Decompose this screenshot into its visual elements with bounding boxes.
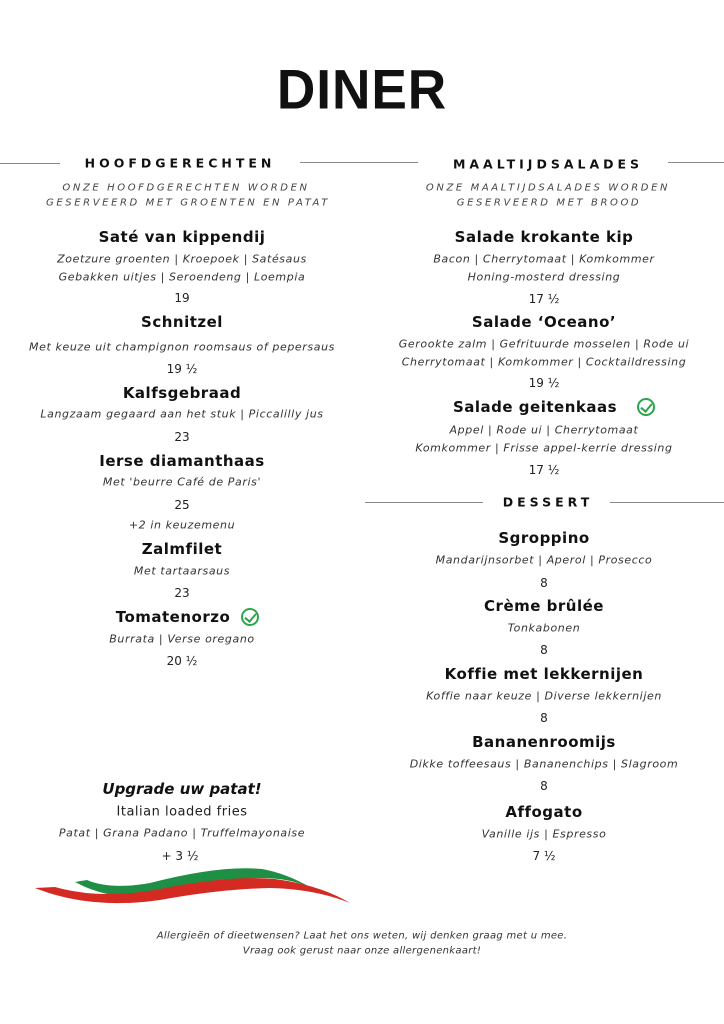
menu-item-description: Burrata | Verse oregano <box>109 632 255 646</box>
menu-item-name: Saté van kippendij <box>98 228 266 246</box>
menu-item-name: Crème brûlée <box>484 597 604 615</box>
menu-item-description: Gebakken uitjes | Seroendeng | Loempia <box>58 270 306 284</box>
menu-item-price: 19 ½ <box>166 362 198 376</box>
vegetarian-check-icon <box>637 398 655 416</box>
menu-item-name: Schnitzel <box>141 313 223 331</box>
italian-flag-swoosh <box>30 855 350 905</box>
menu-item-price: 19 <box>174 291 190 305</box>
menu-item-price: 8 <box>540 643 548 657</box>
menu-item-name: Bananenroomijs <box>472 733 616 751</box>
menu-item-description: Dikke toffeesaus | Bananenchips | Slagroom <box>409 757 679 771</box>
menu-item-name: Koffie met lekkernijen <box>444 665 644 683</box>
menu-item-description: Mandarijnsorbet | Aperol | Prosecco <box>435 553 653 567</box>
menu-item-price: 23 <box>174 430 190 444</box>
menu-item-price: 23 <box>174 586 190 600</box>
menu-item-description: Met tartaarsaus <box>133 564 231 578</box>
upgrade-subtitle: Italian loaded fries <box>116 804 248 820</box>
menu-item-price: 20 ½ <box>166 654 198 668</box>
menu-item-description: Zoetzure groenten | Kroepoek | Satésaus <box>57 252 307 266</box>
menu-item-description: Met keuze uit champignon roomsaus of pepersaus <box>29 340 335 354</box>
menu-item-description: Tonkabonen <box>507 621 581 635</box>
divider <box>0 163 60 164</box>
menu-item-price: 19 ½ <box>528 376 560 390</box>
menu-item-description: Komkommer | Frisse appel-kerrie dressing <box>415 441 673 455</box>
menu-item-price: 7 ½ <box>532 849 556 863</box>
upgrade-title: Upgrade uw patat! <box>102 780 262 798</box>
menu-item-description: Koffie naar keuze | Diverse lekkernijen <box>426 689 662 703</box>
menu-item-name: Kalfsgebraad <box>122 384 242 402</box>
section-subtitle: GESERVEERD MET BROOD <box>456 197 642 209</box>
section-subtitle: GESERVEERD MET GROENTEN EN PATAT <box>46 197 330 209</box>
menu-item-description: Langzaam gegaard aan het stuk | Piccalilly jus <box>40 407 324 421</box>
menu-item-price: 8 <box>540 576 548 590</box>
vegetarian-check-icon <box>241 608 259 626</box>
section-heading-salads: MAALTIJDSALADES <box>452 156 644 172</box>
divider <box>610 502 724 503</box>
upgrade-description: Patat | Grana Padano | Truffelmayonaise <box>58 826 306 840</box>
section-subtitle: ONZE HOOFDGERECHTEN WORDEN <box>62 182 310 194</box>
menu-item-price: 17 ½ <box>528 463 560 477</box>
divider <box>365 502 483 503</box>
menu-item-description: Cherrytomaat | Komkommer | Cocktaildressing <box>401 355 687 369</box>
menu-item-description: Gerookte zalm | Gefrituurde mosselen | Rode ui <box>398 337 690 351</box>
menu-item-price: 17 ½ <box>528 292 560 306</box>
menu-item-description: Honing-mosterd dressing <box>467 270 621 284</box>
menu-item-description: Vanille ijs | Espresso <box>481 827 607 841</box>
menu-item-name: Salade geitenkaas <box>452 398 618 416</box>
menu-item-description: Appel | Rode ui | Cherrytomaat <box>449 423 639 437</box>
divider <box>668 162 724 163</box>
divider <box>300 162 418 163</box>
upgrade-price: + 3 ½ <box>161 849 199 863</box>
menu-item-name: Zalmfilet <box>141 540 223 558</box>
footer-allergy-note: Allergieën of dieetwensen? Laat het ons weten, wij denken graag met u mee. <box>156 930 568 942</box>
menu-item-name: Salade krokante kip <box>454 228 634 246</box>
menu-item-price: 25 <box>174 498 190 512</box>
footer-allergen-card: Vraag ook gerust naar onze allergenenkaart! <box>242 945 482 957</box>
menu-item-name: Salade ‘Oceano’ <box>471 313 617 331</box>
menu-item-name: Affogato <box>505 803 583 821</box>
menu-item-description: Met 'beurre Café de Paris' <box>102 475 262 489</box>
menu-item-name: Tomatenorzo <box>115 608 231 626</box>
menu-item-name: Ierse diamanthaas <box>99 452 265 470</box>
section-subtitle: ONZE MAALTIJDSALADES WORDEN <box>425 182 671 194</box>
menu-item-name: Sgroppino <box>498 529 590 547</box>
section-heading-mains: HOOFDGERECHTEN <box>84 155 276 171</box>
menu-item-price: 8 <box>540 779 548 793</box>
menu-item-price: 8 <box>540 711 548 725</box>
menu-item-note: +2 in keuzemenu <box>128 518 236 532</box>
menu-item-description: Bacon | Cherrytomaat | Komkommer <box>433 252 655 266</box>
menu-title: DINER <box>276 57 448 121</box>
section-heading-dessert: DESSERT <box>502 494 594 510</box>
